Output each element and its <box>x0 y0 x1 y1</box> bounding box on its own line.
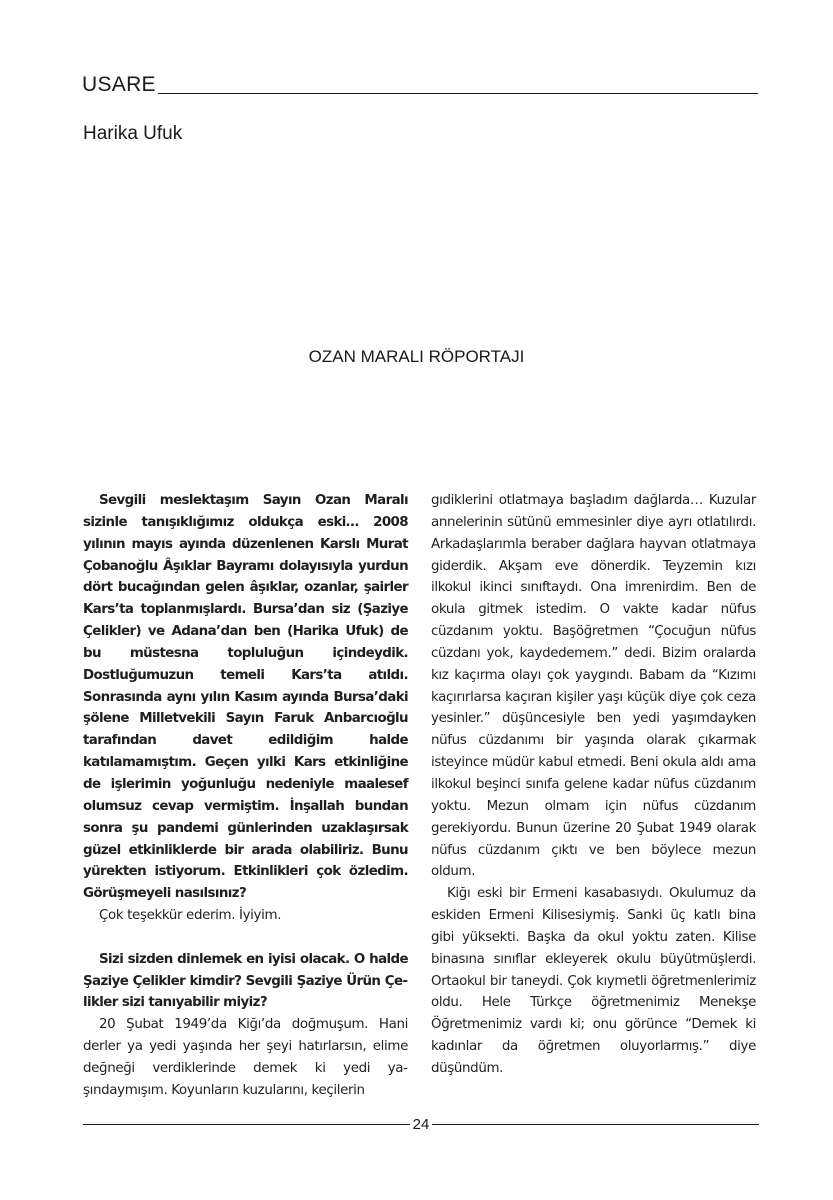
answer-2-paragraph-2: Kiğı eski bir Ermeni kasabasıydı. Okulumuz da eskiden Ermeni Kilisesiymiş. Sanki üç katlı bina gibi yüksekti. Başka da okul yoktu zaten. Kilise binasına sınıflar ekleyerek okulu büyütmüşlerdi. Ortaokul bir taneydi. Çok kıymetli öğretmenlerimiz oldu. Hele Türkçe öğretmenimiz Menekşe Öğretmenimiz vardı ki; onu görünce “Demek ki kadınlar da öğretmen oluyorlarmış.” diye düşündüm. <box>431 886 756 1076</box>
answer-2: 20 Şubat 1949’da Kiğı’da doğmuşum. Hani derler ya yedi yaşında her şeyi hatırlarsın, elime değneği verdiklerinde demek ki yedi yaşındaymışım. Koyunların kuzularını, keçilerin <box>83 1017 408 1098</box>
answer-2-continued: gıdiklerini otlatmaya başladım dağlarda… Kuzular annelerinin sütünü emmesinler diye ayrı otlatılırdı. Arkadaşlarımla beraber dağlara hayvan otlatmaya giderdik. Akşam eve dönerdik. Teyzemin kızı ilkokul ikinci sınıftaydı. Ona imrenirdim. Ben de okula gitmek istedim. O vakte kadar nüfus cüzdanım yoktu. Başöğretmen “Çocuğun nüfus cüzdanı yok, kaydedemem.” dedi. Bizim oralarda kız kaçırma olayı çok yaygındı. Babam da “Kızımı kaçırırlarsa kaçıran kişiler yaşı küçük diye çok ceza yesinler.” düşüncesiyle ben yedi yaşımdayken nüfus cüzdanımı bir yaşında olarak çıkarmak isteyince müdür kabul etmedi. Beni okula aldı ama ilkokul beşinci sınıfa gelene kadar nüfus cüzdanım yoktu. Mezun olmam için nüfus cüzdanım gerekiyordu. Bunun üzerine 20 Şubat 1949 olarak nüfus cüzdanım çıktı ve ben böylece mezun oldum. <box>431 493 756 880</box>
page-number: 24 <box>412 1116 430 1133</box>
footer-rule-right <box>432 1124 759 1125</box>
left-column <box>83 490 408 1102</box>
paragraph-gap <box>83 927 408 949</box>
footer-rule-left <box>83 1124 410 1125</box>
answer-1: Çok teşekkür ederim. İyiyim. <box>99 908 282 924</box>
right-column <box>431 490 756 1080</box>
journal-name: USARE <box>82 73 156 96</box>
question-1: Sevgili meslektaşım Sayın Ozan Maralı sizinle tanışıklığımız oldukça eski… 2008 yılının mayıs ayında düzenlenen Karslı Murat Çobanoğlu Âşıklar Bayramı dolayısıyla yurdun dört bucağından gelen âşıklar, ozanlar, şairler Kars’ta toplanmışlardı. Bursa’dan siz (Şaziye Çelikler) ve Adana’dan ben (Harika Ufuk) de bu müstesna topluluğun içindeydik. Dostluğumuzun temeli Kars’ta atıldı. Sonrasında aynı yılın Kasım ayında Bursa’daki şölene Milletvekili Sayın Faruk Anbarcıoğlu tarafından davet edildiğim halde katılamamıştım. Geçen yılki Kars etkinliğine de işlerimin yoğunluğu nedeniyle maalesef olumsuz cevap vermiştim. İnşallah bundan sonra şu pandemi günlerinden uzaklaşırsak güzel etkinliklerde bir arada olabiliriz. Bunu yürekten istiyorum. Etkinlikleri çok özledim. Görüşmeyeli nasılsınız? <box>83 493 408 902</box>
article-title: OZAN MARALI RÖPORTAJI <box>308 347 525 366</box>
author-name: Harika Ufuk <box>83 123 183 144</box>
running-header <box>82 74 758 95</box>
page-footer <box>83 1116 759 1133</box>
question-2: Sizi sizden dinlemek en iyisi olacak. O halde Şaziye Çelikler kimdir? Sevgili Şaziye Ürün Çelikler sizi tanıyabilir miyiz? <box>83 951 408 1011</box>
header-rule <box>158 93 758 94</box>
